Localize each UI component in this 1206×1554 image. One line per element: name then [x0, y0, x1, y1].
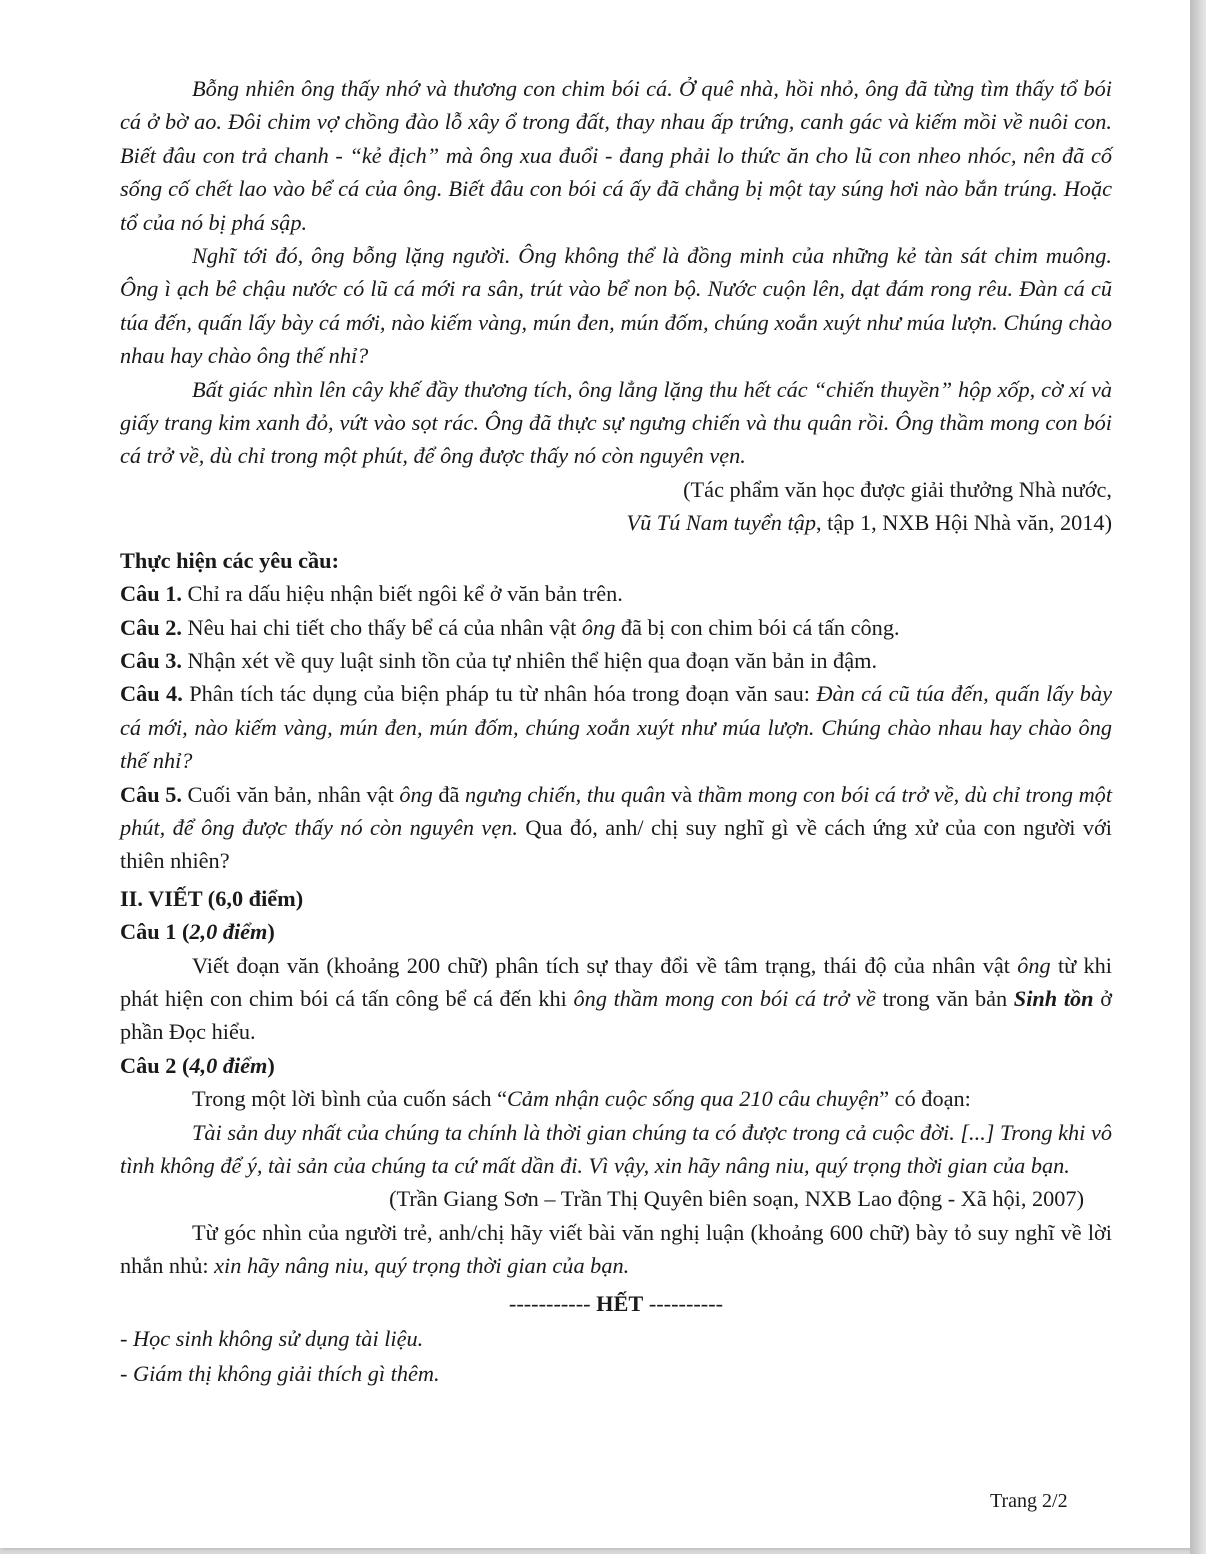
source-details: , tập 1, NXB Hội Nhà văn, 2014) [815, 510, 1112, 536]
writing-question-2-task [120, 1216, 1112, 1283]
question-5-text-d: Qua đó, anh/ chị suy nghĩ gì về cách ứng xử của con người với thiên nhiên? [120, 814, 1112, 874]
writing-q2-points: 4,0 điểm [189, 1052, 268, 1078]
writing-q1-text-b: từ khi phát hiện con chim bói cá tấn công bể cá đến khi [120, 952, 1112, 1011]
writing-q2-label: Câu 2 ( [120, 1052, 190, 1078]
reading-paragraph-2: Nghĩ tới đó, ông bỗng lặng người. Ông không thể là đồng minh của những kẻ tàn sát chim muông. Ông ì ạch bê chậu nước có lũ cá mới ra sân, trút vào bể non bộ. Nước cuộn lên, dạt đám rong rêu. Đàn cá cũ túa đến, quấn lấy bày cá mới, nào kiếm vàng, mún đen, mún đốm, chúng xoắn xuýt như múa lượn. Chúng chào nhau hay chào ông thế nhỉ? [120, 243, 1112, 369]
end-dashes-left: ----------- [508, 1290, 591, 1316]
writing-question-2-intro [120, 1082, 1112, 1115]
end-marker [120, 1287, 1112, 1320]
writing-q1-ong: ông [1017, 952, 1051, 978]
question-3-label: Câu 3. [120, 647, 182, 673]
question-1-text: Chỉ ra dấu hiệu nhận biết ngôi kể ở văn bản trên. [181, 581, 623, 607]
note-1: - Học sinh không sử dụng tài liệu. [120, 1326, 424, 1352]
question-1-label: Câu 1. [120, 581, 182, 607]
question-5-ong: ông [399, 781, 433, 807]
note-2: - Giám thị không giải thích gì thêm. [120, 1361, 440, 1387]
writing-q1-italic: ông thầm mong con bói cá trở về [573, 985, 876, 1011]
writing-question-2-source: (Trần Giang Sơn – Trần Thị Quyên biên soạn, NXB Lao động - Xã hội, 2007) [389, 1186, 1084, 1212]
writing-heading: II. VIẾT (6,0 điểm) [120, 885, 304, 911]
writing-q2-text-a: Trong một lời bình của cuốn sách “ [192, 1086, 508, 1112]
writing-q2-italic: xin hãy nâng niu, quý trọng thời gian của bạn. [214, 1253, 630, 1279]
question-2-ong: ông [581, 614, 616, 640]
question-4-label: Câu 4. [120, 681, 183, 707]
question-5-label: Câu 5. [120, 781, 182, 807]
writing-q2-close: ) [267, 1052, 275, 1078]
writing-q2-book: Cảm nhận cuộc sống qua 210 câu chuyện [507, 1086, 880, 1112]
writing-q1-text-c: trong văn bản [875, 985, 1014, 1011]
end-word: HẾT [596, 1290, 644, 1316]
writing-q2-text-b: ” có đoạn: [879, 1086, 971, 1112]
end-dashes-right: ---------- [648, 1290, 724, 1316]
question-1 [120, 577, 1112, 610]
question-3-text: Nhận xét về quy luật sinh tồn của tự nhiên thể hiện qua đoạn văn bản in đậm. [181, 647, 878, 673]
writing-q1-text-d: ở phần Đọc hiểu. [120, 985, 1112, 1045]
writing-question-2-label [120, 1049, 1112, 1082]
source-line-1: (Tác phẩm văn học được giải thưởng Nhà nước, [683, 476, 1112, 502]
writing-q1-title: Sinh tồn [1013, 985, 1094, 1011]
question-2 [120, 611, 1112, 644]
question-5-italic-1: ngưng chiến, thu quân [465, 781, 666, 807]
question-5-text-b: đã [432, 781, 466, 807]
question-5-italic-2: thầm mong con bói cá trở về, dù chỉ trong một phút, để ông được thấy nó còn nguyên vẹn. [120, 781, 1113, 840]
page-content [120, 72, 1112, 1391]
question-5 [120, 778, 1112, 878]
question-2-text-b: đã bị con chim bói cá tấn công. [615, 614, 900, 640]
source-book-title: Vũ Tú Nam tuyển tập [626, 510, 816, 536]
question-2-label: Câu 2. [120, 614, 182, 640]
writing-q1-text-a: Viết đoạn văn (khoảng 200 chữ) phân tích sự thay đổi về tâm trạng, thái độ của nhân vật [192, 952, 1018, 978]
writing-q1-label: Câu 1 ( [120, 919, 190, 945]
writing-q1-close: ) [267, 919, 275, 945]
reading-paragraph-3: Bất giác nhìn lên cây khế đầy thương tích, ông lẳng lặng thu hết các “chiến thuyền” hộp xốp, cờ xí và giấy trang kim xanh đỏ, vứt vào sọt rác. Ông đã thực sự ngưng chiến và thu quân rồi. Ông thầm mong con bói cá trở về, dù chỉ trong một phút, để ông được thấy nó còn nguyên vẹn. [120, 376, 1112, 469]
reading-paragraph-1: Bỗng nhiên ông thấy nhớ và thương con chim bói cá. Ở quê nhà, hồi nhỏ, ông đã từng tìm thấy tổ bói cá ở bờ ao. Đôi chim vợ chồng đào lỗ xây ổ trong đất, thay nhau ấp trứng, canh gác và kiếm mồi về nuôi con. Biết đâu con trả chanh - “kẻ địch” mà ông xua đuổi - đang phải lo thức ăn cho lũ con nheo nhóc, nên đã cố sống cố chết lao vào bể cá của ông. Biết đâu con bói cá ấy đã chẳng bị một tay súng hơi nào bắn trúng. Hoặc tổ của nó bị phá sập. [120, 76, 1112, 235]
question-4-text: Phân tích tác dụng của biện pháp tu từ nhân hóa trong đoạn văn sau: [182, 681, 817, 707]
writing-question-1-label [120, 915, 1112, 948]
question-4-quote: Đàn cá cũ túa đến, quấn lấy bày cá mới, nào kiếm vàng, mún đen, mún đốm, chúng xoắn xuýt như múa lượn. Chúng chào nhau hay chào ông thế nhỉ? [120, 681, 1112, 774]
writing-q1-points: 2,0 điểm [189, 919, 268, 945]
question-5-text-c: và [665, 781, 698, 807]
question-2-text-a: Nêu hai chi tiết cho thấy bể cá của nhân vật [181, 614, 582, 640]
writing-q2-text-c: Từ góc nhìn của người trẻ, anh/chị hãy viết bài văn nghị luận (khoảng 600 chữ) bày tỏ suy nghĩ về lời nhắn nhủ: [120, 1219, 1112, 1279]
question-3 [120, 644, 1112, 677]
page-number: Trang 2/2 [990, 1490, 1068, 1512]
page-edge-shadow [1190, 0, 1206, 1554]
writing-question-1-text [120, 949, 1112, 1049]
question-5-text-a: Cuối văn bản, nhân vật [181, 781, 400, 807]
source-line-2 [120, 506, 1112, 539]
writing-question-2-quote: Tài sản duy nhất của chúng ta chính là thời gian chúng ta có được trong cả cuộc đời. [...] Trong khi vô tình không để ý, tài sản của chúng ta cứ mất dần đi. Vì vậy, xin hãy nâng niu, quý trọng thời gian của bạn. [120, 1119, 1112, 1178]
question-4 [120, 677, 1112, 777]
tasks-heading: Thực hiện các yêu cầu: [120, 547, 339, 573]
